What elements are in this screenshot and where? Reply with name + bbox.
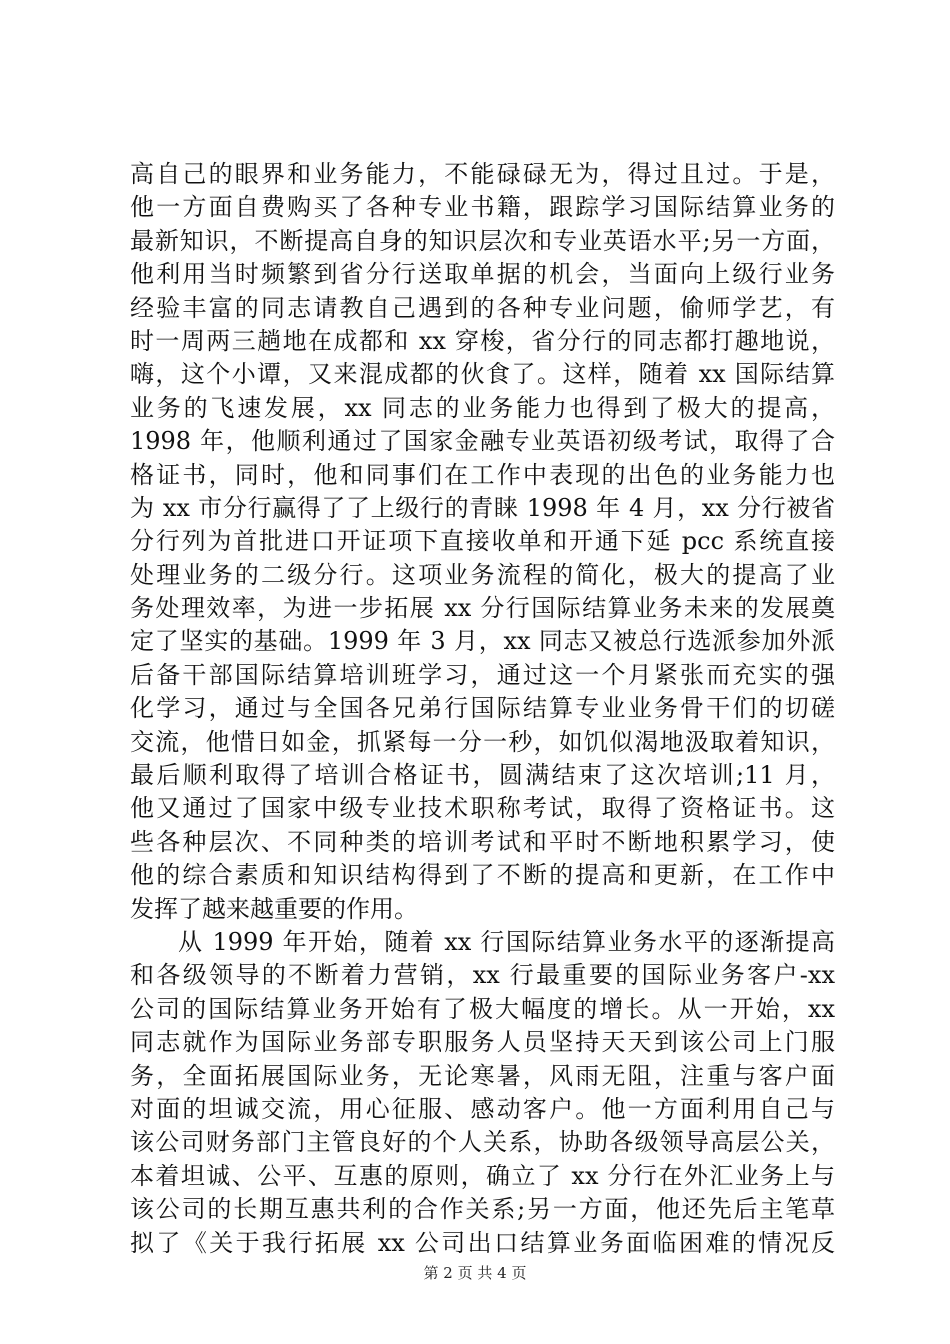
paragraph-start-line: 从 1999 年开始，随着 xx 行国际结算业务水平的逐渐提高 (178, 927, 835, 956)
text-line: 本着坦诚、公平、互惠的原则，确立了 xx 分行在外汇业务上与 (130, 1161, 835, 1190)
text-line: 该公司财务部门主管良好的个人关系，协助各级领导高层公关， (130, 1128, 835, 1157)
text-line: 为 xx 市分行赢得了了上级行的青睐 1998 年 4 月，xx 分行被省 (130, 493, 835, 522)
text-line: 定了坚实的基础。1999 年 3 月，xx 同志又被总行选派参加外派 (130, 627, 835, 656)
text-line: 后备干部国际结算培训班学习，通过这一个月紧张而充实的强 (130, 660, 835, 689)
text-line: 1998 年，他顺利通过了国家金融专业英语初级考试，取得了合 (130, 427, 835, 456)
text-line: 他又通过了国家中级专业技术职称考试，取得了资格证书。这 (130, 794, 835, 823)
text-line: 他利用当时频繁到省分行送取单据的机会，当面向上级行业务 (130, 260, 835, 289)
text-line: 最后顺利取得了培训合格证书，圆满结束了这次培训;11 月， (130, 761, 835, 790)
text-line: 业务的飞速发展，xx 同志的业务能力也得到了极大的提高， (130, 393, 835, 422)
text-line: 交流，他惜日如金，抓紧每一分一秒，如饥似渴地汲取着知识， (130, 727, 835, 756)
text-line: 该公司的长期互惠共利的合作关系;另一方面，他还先后主笔草 (130, 1195, 835, 1224)
text-line: 公司的国际结算业务开始有了极大幅度的增长。从一开始，xx (130, 994, 835, 1023)
text-line: 同志就作为国际业务部专职服务人员坚持天天到该公司上门服 (130, 1028, 835, 1057)
text-line: 最新知识，不断提高自身的知识层次和专业英语水平;另一方面， (130, 226, 835, 255)
text-line: 拟了《关于我行拓展 xx 公司出口结算业务面临困难的情况反 (130, 1228, 835, 1257)
text-line: 格证书，同时，他和同事们在工作中表现的出色的业务能力也 (130, 460, 835, 489)
page-footer: 第 2 页 共 4 页 (423, 1264, 527, 1282)
text-line: 些各种层次、不同种类的培训考试和平时不断地积累学习，使 (130, 827, 835, 856)
text-line: 化学习，通过与全国各兄弟行国际结算专业业务骨干们的切磋 (130, 694, 835, 723)
document-body (130, 158, 835, 1260)
text-line: 对面的坦诚交流，用心征服、感动客户。他一方面利用自己与 (130, 1094, 835, 1123)
paragraph-end-line: 发挥了越来越重要的作用。 (130, 894, 418, 923)
text-line: 经验丰富的同志请教自己遇到的各种专业问题，偷师学艺，有 (130, 293, 835, 322)
text-line: 处理业务的二级分行。这项业务流程的简化，极大的提高了业 (130, 560, 835, 589)
text-line: 务处理效率，为进一步拓展 xx 分行国际结算业务未来的发展奠 (130, 594, 835, 623)
text-line: 高自己的眼界和业务能力，不能碌碌无为，得过且过。于是， (130, 160, 835, 188)
text-line: 他一方面自费购买了各种专业书籍，跟踪学习国际结算业务的 (130, 193, 835, 222)
text-line: 他的综合素质和知识结构得到了不断的提高和更新，在工作中 (130, 861, 835, 890)
text-line: 务，全面拓展国际业务，无论寒暑，风雨无阻，注重与客户面 (130, 1061, 835, 1090)
text-line: 和各级领导的不断着力营销，xx 行最重要的国际业务客户-xx (130, 961, 835, 990)
text-line: 分行列为首批进口开证项下直接收单和开通下延 pcc 系统直接 (130, 527, 835, 556)
text-line: 嗨，这个小谭，又来混成都的伙食了。这样，随着 xx 国际结算 (130, 360, 835, 389)
text-line: 时一周两三趟地在成都和 xx 穿梭，省分行的同志都打趣地说， (130, 326, 835, 355)
